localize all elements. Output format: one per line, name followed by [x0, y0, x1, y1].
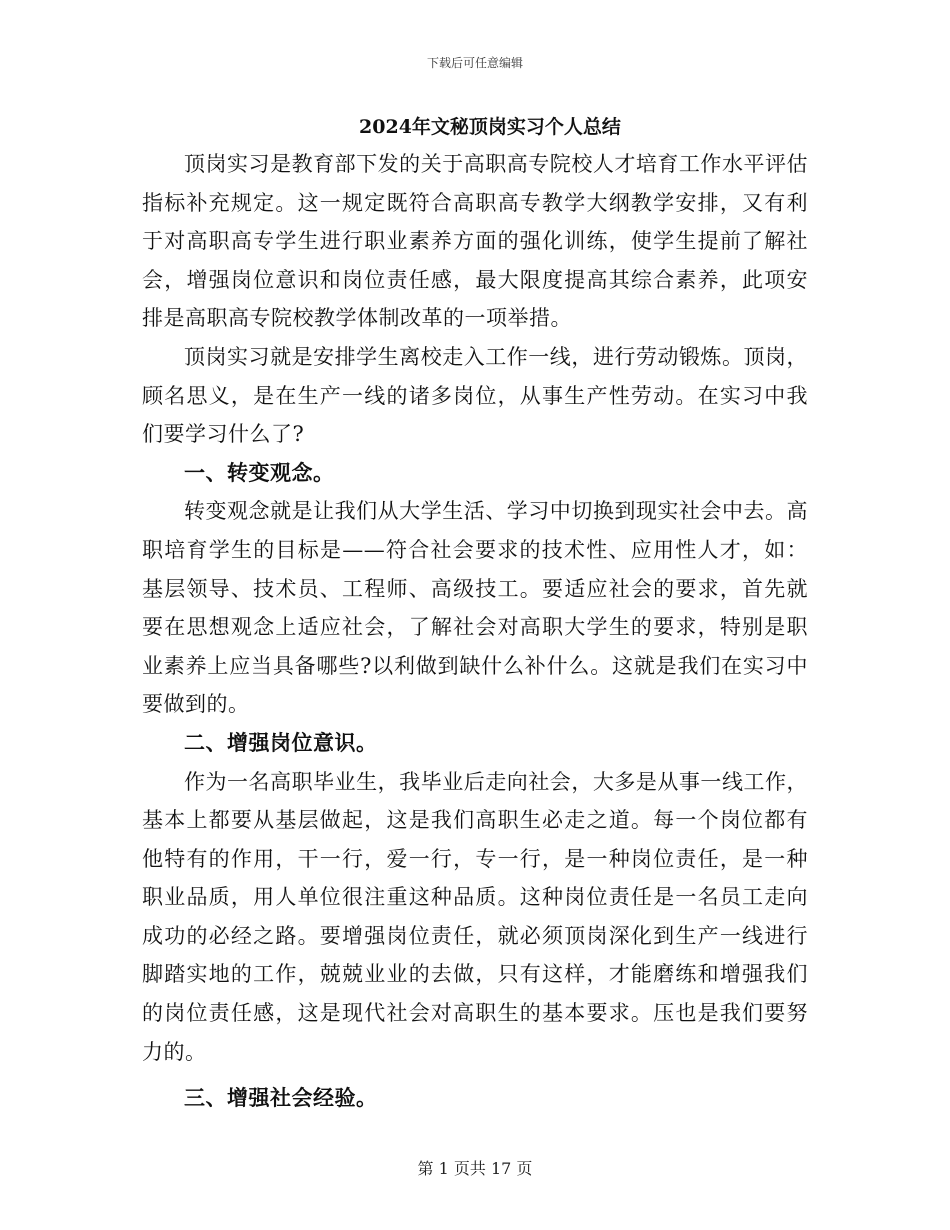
page-header: 下载后可任意编辑	[426, 56, 523, 70]
document-title: 2024年文秘顶岗实习个人总结	[359, 116, 621, 138]
paragraph-definition: 顶岗实习就是安排学生离校走入工作一线，进行劳动锻炼。顶岗，顾名思义，是在生产一线的诸多岗位，从事生产性劳动。在实习中我们要学习什么了?	[142, 344, 808, 447]
paragraph-section-1: 转变观念就是让我们从大学生活、学习中切换到现实社会中去。高职培育学生的目标是——符合社会要求的技术性、应用性人才，如：基层领导、技术员、工程师、高级技工。要适应社会的要求，首先就要在思想观念上适应社会，了解社会对高职大学生的要求，特别是职业素养上应当具备哪些?以利做到缺什么补什么。这就是我们在实习中要做到的。	[142, 499, 808, 717]
section-heading-2: 二、增强岗位意识。	[184, 729, 378, 755]
document-body	[142, 112, 808, 1118]
section-heading-3: 三、增强社会经验。	[184, 1085, 378, 1111]
page-footer: 第 1 页共 17 页	[417, 1159, 533, 1178]
paragraph-intro: 顶岗实习是教育部下发的关于高职高专院校人才培育工作水平评估指标补充规定。这一规定既符合高职高专教学大纲教学安排，又有利于对高职高专学生进行职业素养方面的强化训练，使学生提前了解社会，增强岗位意识和岗位责任感，最大限度提高其综合素养，此项安排是高职高专院校教学体制改革的一项举措。	[142, 152, 808, 331]
section-heading-1: 一、转变观念。	[184, 459, 335, 485]
paragraph-section-2: 作为一名高职毕业生，我毕业后走向社会，大多是从事一线工作，基本上都要从基层做起，这是我们高职生必走之道。每一个岗位都有他特有的作用，干一行，爱一行，专一行，是一种岗位责任，是一种职业品质，用人单位很注重这种品质。这种岗位责任是一名员工走向成功的必经之路。要增强岗位责任，就必须顶岗深化到生产一线进行脚踏实地的工作，兢兢业业的去做，只有这样，才能磨练和增强我们的岗位责任感，这是现代社会对高职生的基本要求。压也是我们要努力的。	[142, 769, 808, 1064]
